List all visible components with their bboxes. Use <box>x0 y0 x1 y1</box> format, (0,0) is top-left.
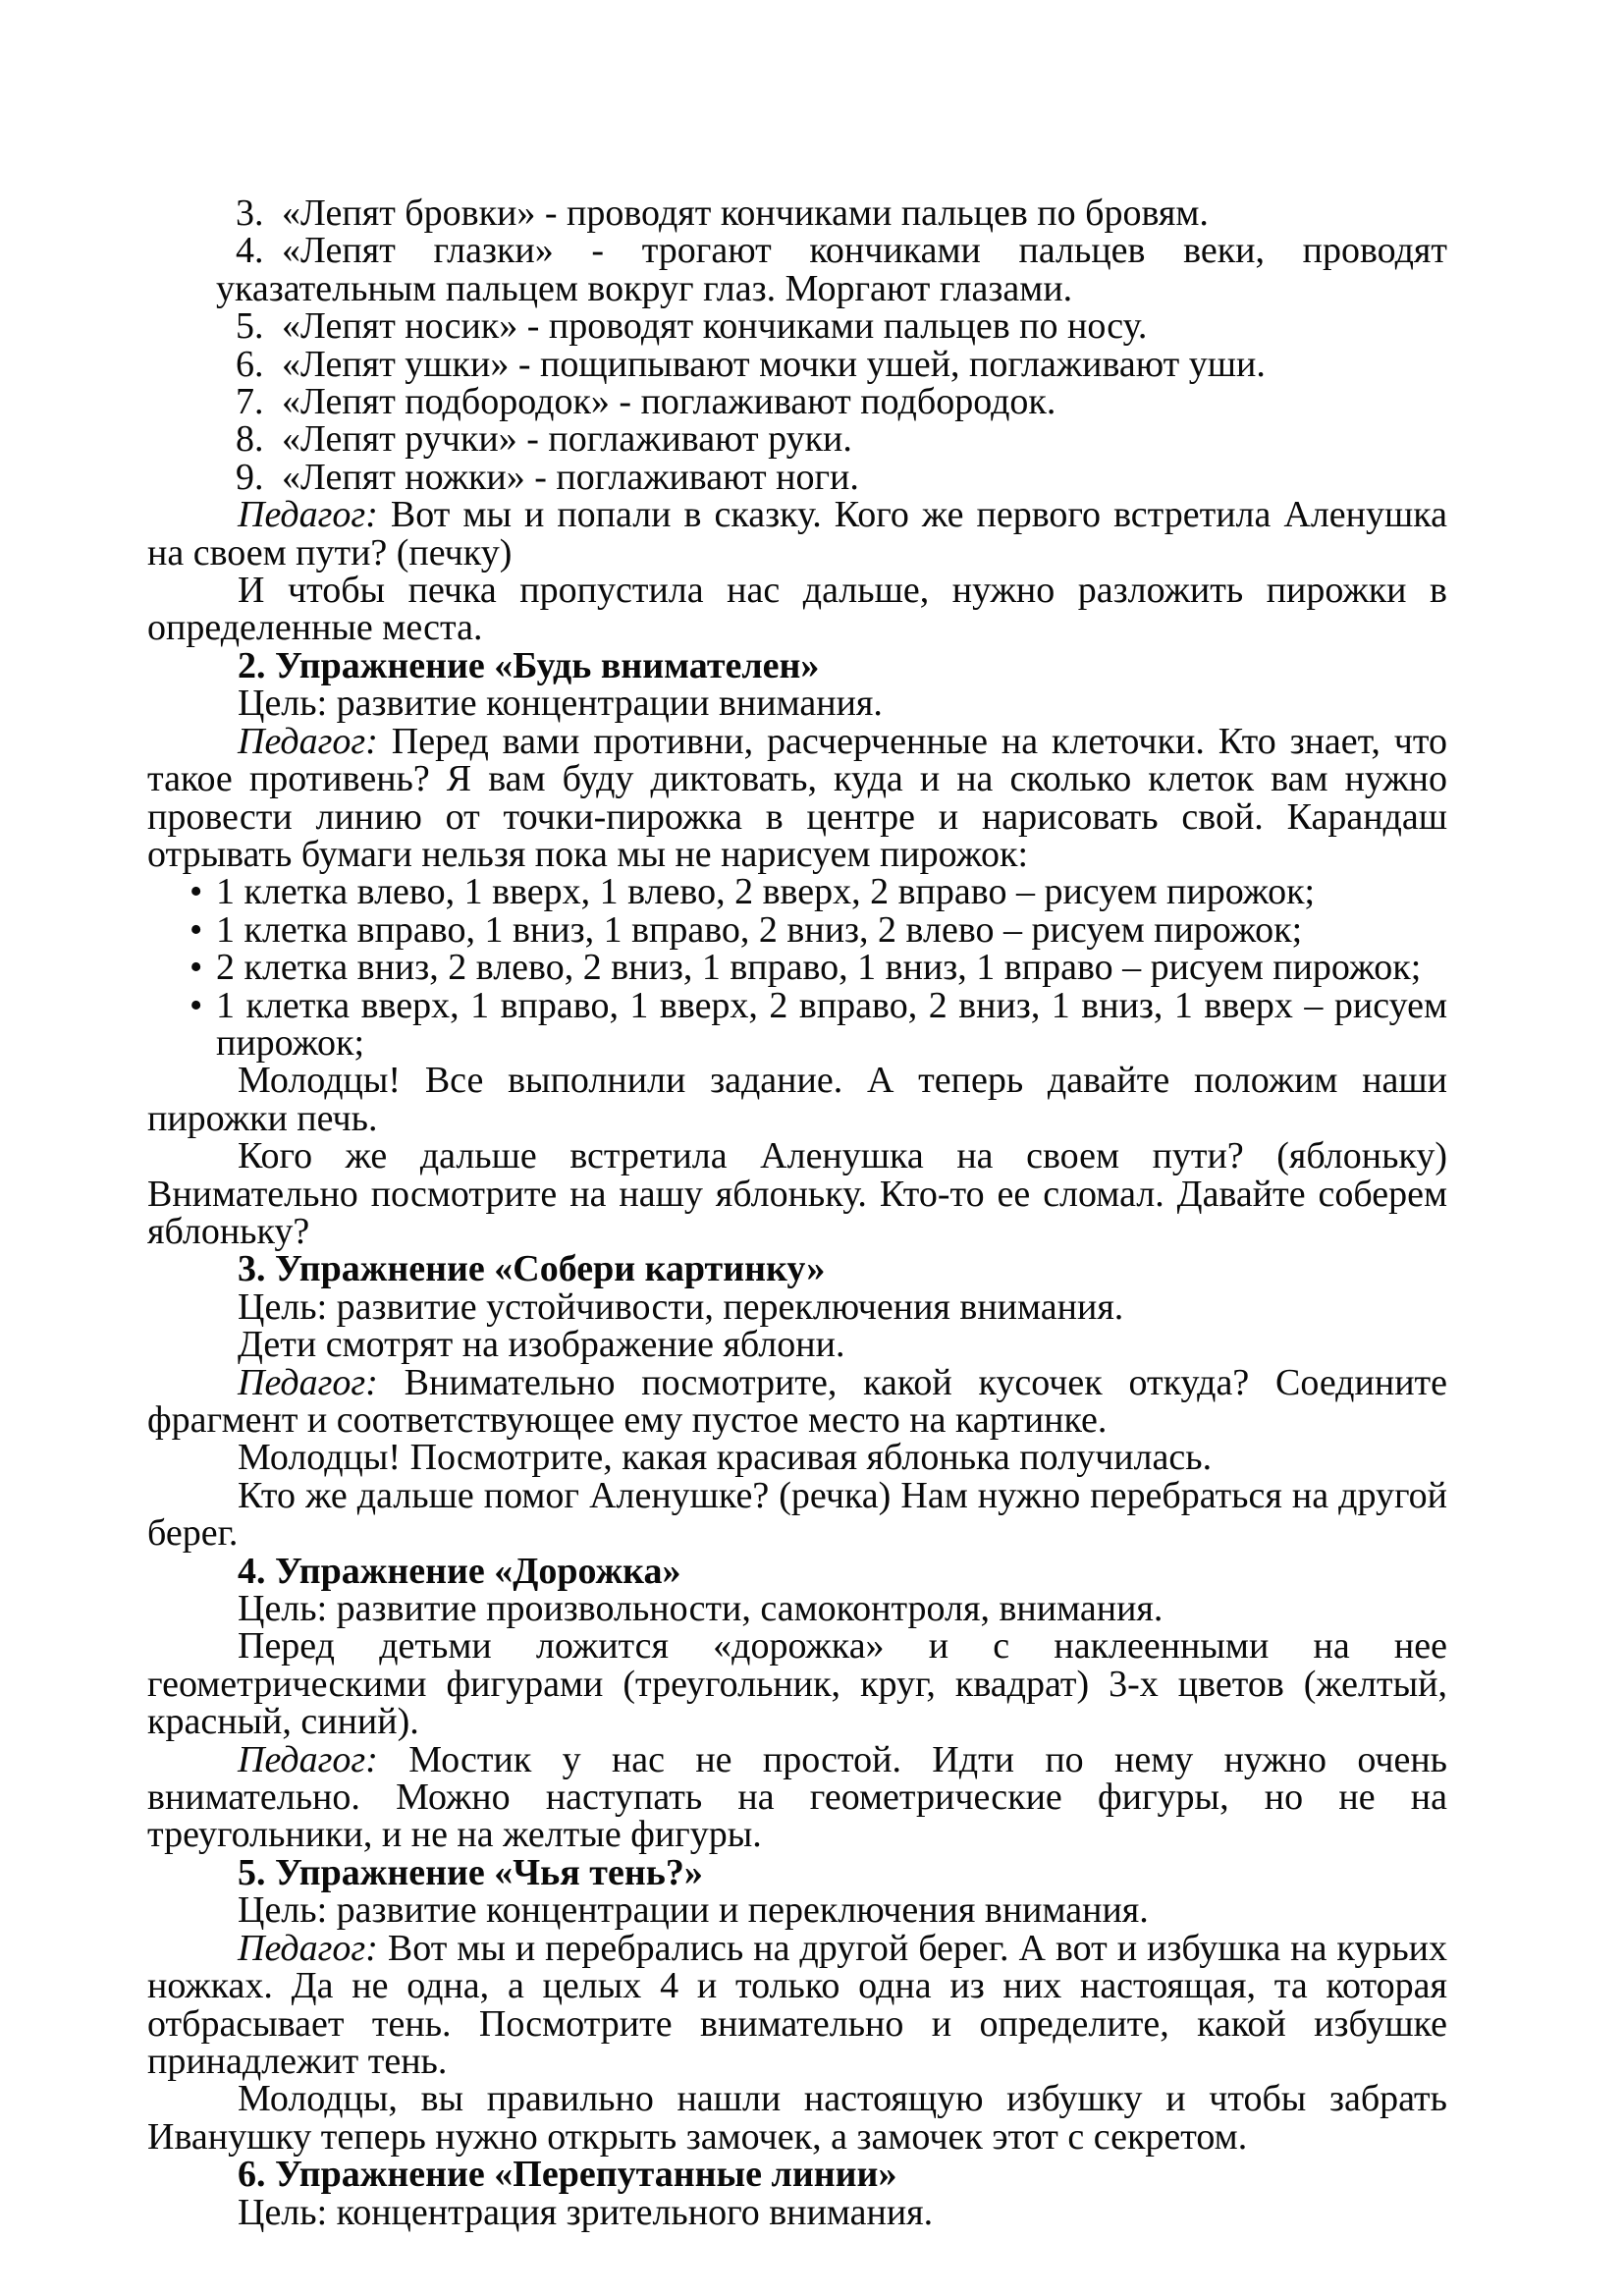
list-item: • 1 клетка вверх, 1 вправо, 1 вверх, 2 вправо, 2 вниз, 1 вниз, 1 вверх – рисуем пирожок; <box>216 987 1447 1063</box>
teacher-paragraph <box>147 1927 1448 2082</box>
list-item: • 1 клетка влево, 1 вверх, 1 влево, 2 вверх, 2 вправо – рисуем пирожок; <box>216 873 1447 910</box>
goal-paragraph: Цель: концентрация зрительного внимания. <box>238 2191 934 2233</box>
paragraph: Перед детьми ложится «дорожка» и с наклеенными на нее геометрическими фигурами (треугольник, круг, квадрат) 3-х цветов (желтый, красный, синий). <box>147 1625 1447 1743</box>
teacher-label: Педагог: <box>238 1738 378 1780</box>
list-item: «Лепят бровки» - проводят кончиками пальцев по бровям. <box>282 192 1209 234</box>
list-item: «Лепят глазки» - трогают кончиками пальцев веки, проводят указательным пальцем вокруг глаз. Моргают глазами. <box>216 230 1447 309</box>
exercise-heading-4: 4. Упражнение «Дорожка» <box>238 1550 681 1592</box>
list-item: «Лепят ручки» - поглаживают руки. <box>282 418 852 461</box>
paragraph: Молодцы! Все выполнили задание. А теперь давайте положим наши пирожки печь. <box>147 1060 1447 1139</box>
paragraph: Кто же дальше помог Аленушке? (речка) Нам нужно перебраться на другой берег. <box>147 1474 1447 1555</box>
teacher-label: Педагог: <box>238 720 378 762</box>
teacher-label: Педагог: <box>238 1361 378 1403</box>
goal-paragraph: Цель: развитие устойчивости, переключения внимания. <box>238 1285 1124 1328</box>
dictation-list <box>147 873 1447 1062</box>
list-item: «Лепят подбородок» - поглаживают подбородок. <box>282 381 1056 423</box>
paragraph: Дети смотрят на изображение яблони. <box>238 1324 845 1366</box>
exercise-heading-6: 6. Упражнение «Перепутанные линии» <box>238 2154 897 2196</box>
paragraph: Молодцы, вы правильно нашли настоящую избушку и чтобы забрать Иванушку теперь нужно открыть замочек, а замочек этот с секретом. <box>147 2078 1447 2158</box>
goal-paragraph: Цель: развитие произвольности, самоконтроля, внимания. <box>238 1588 1164 1630</box>
paragraph: И чтобы печка пропустила нас дальше, нужно разложить пирожки в определенные места. <box>147 570 1447 649</box>
paragraph-text: Вот мы и перебрались на другой берег. А вот и избушка на курьих ножках. Да не одна, а целых 4 и только одна из них настоящая, та которая отбрасывает тень. Посмотрите внимательно и определите, какой избушке принадлежит тень. <box>147 1927 1448 2082</box>
teacher-paragraph <box>147 496 1447 572</box>
teacher-paragraph <box>147 1738 1448 1856</box>
goal-paragraph: Цель: развитие концентрации и переключения внимания. <box>238 1889 1149 1932</box>
list-item: «Лепят ушки» - пощипывают мочки ушей, поглаживают уши. <box>282 343 1266 385</box>
paragraph-text: Перед вами противни, расчерченные на клеточки. Кто знает, что такое противень? Я вам буду диктовать, куда и на сколько клеток вам нужно провести линию от точки-пирожка в центре и нарисовать свой. Карандаш отрывать бумаги нельзя пока мы не нарисуем пирожок: <box>147 720 1448 875</box>
list-item: • 1 клетка вправо, 1 вниз, 1 вправо, 2 вниз, 2 влево – рисуем пирожок; <box>216 911 1447 949</box>
teacher-label: Педагог: <box>238 1927 378 1969</box>
paragraph-text: Вот мы и попали в сказку. Кого же первого встретила Аленушка на своем пути? (печку) <box>147 494 1448 574</box>
teacher-label: Педагог: <box>238 494 378 536</box>
teacher-paragraph <box>147 720 1448 875</box>
paragraph-text: Мостик у нас не простой. Идти по нему нужно очень внимательно. Можно наступать на геометрические фигуры, но не на треугольники, и не на желтые фигуры. <box>147 1738 1448 1856</box>
list-item: • 2 клетка вниз, 2 влево, 2 вниз, 1 вправо, 1 вниз, 1 вправо – рисуем пирожок; <box>216 949 1447 986</box>
goal-paragraph: Цель: развитие концентрации внимания. <box>238 683 883 725</box>
molding-exercise-list <box>147 194 1447 496</box>
paragraph-text: Внимательно посмотрите, какой кусочек откуда? Соедините фрагмент и соответствующее ему пустое место на картинке. <box>147 1361 1447 1441</box>
list-item: «Лепят носик» - проводят кончиками пальцев по носу. <box>282 305 1148 348</box>
paragraph: Кого же дальше встретила Аленушка на своем пути? (яблоньку) Внимательно посмотрите на нашу яблоньку. Кто-то ее сломал. Давайте соберем яблоньку? <box>147 1135 1447 1252</box>
exercise-heading-3: 3. Упражнение «Собери картинку» <box>238 1248 826 1290</box>
exercise-heading-5: 5. Упражнение «Чья тень?» <box>238 1851 703 1893</box>
exercise-heading-2: 2. Упражнение «Будь внимателен» <box>238 644 820 686</box>
paragraph: Молодцы! Посмотрите, какая красивая яблонька получилась. <box>238 1437 1213 1479</box>
list-item: «Лепят ножки» - поглаживают ноги. <box>282 456 859 498</box>
teacher-paragraph <box>147 1361 1447 1441</box>
